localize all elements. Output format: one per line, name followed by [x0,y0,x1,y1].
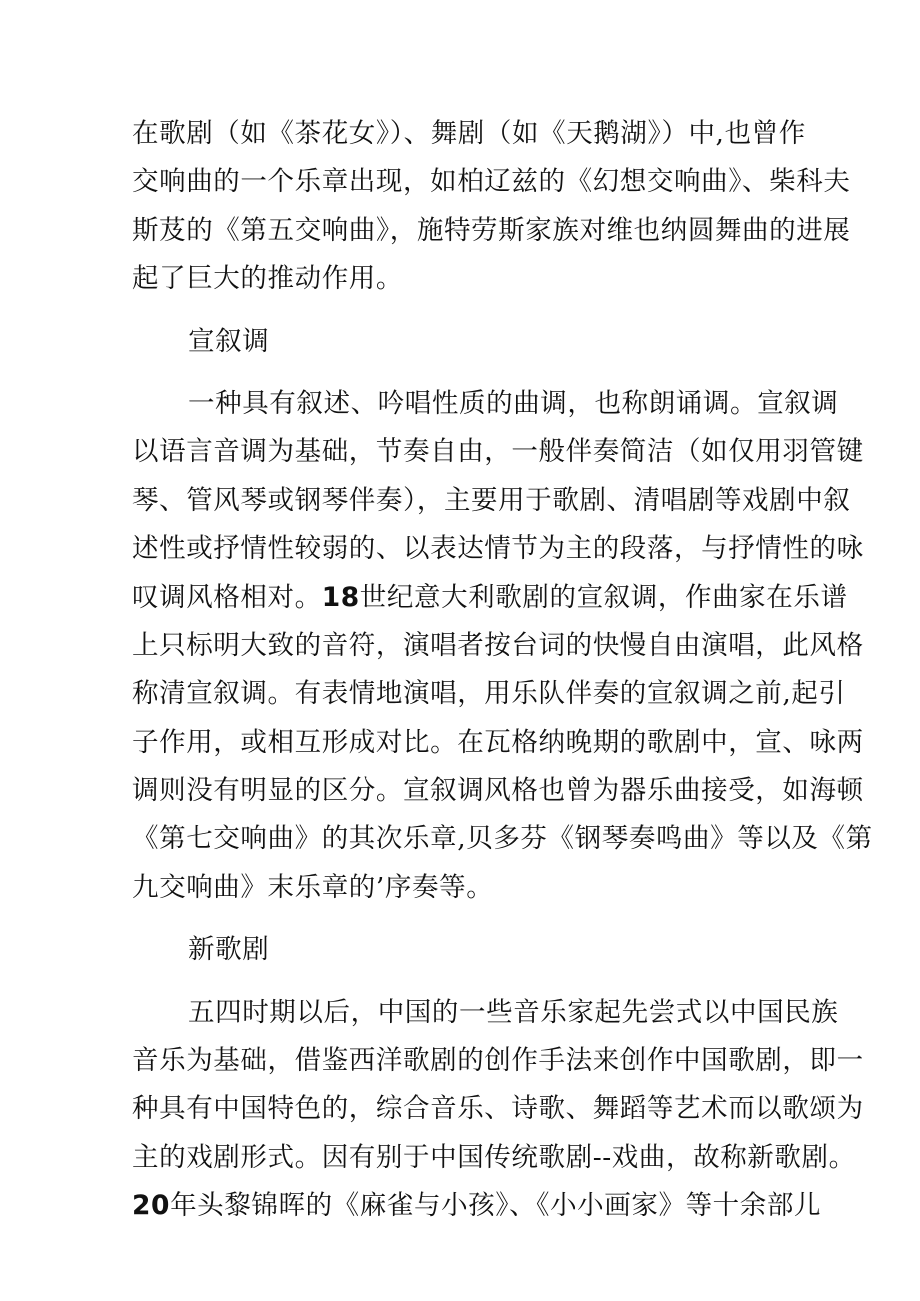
text-fragment: 叹调风格相对。 [132,581,322,613]
text-line: 《第七交响曲》的其次乐章,贝多芬《钢琴奏鸣曲》等以及《第 [132,823,873,855]
text-fragment: 世纪意大利歌剧的宣叙调，作曲家在乐谱 [359,581,848,613]
text-line: 五四时期以后，中国的一些音乐家起先尝式以中国民族 [188,996,839,1028]
text-line: 种具有中国特色的，综合音乐、诗歌、舞蹈等艺术而以歌颂为 [132,1093,864,1125]
section-heading: 宣叙调 [188,325,270,357]
text-line [132,1182,822,1230]
text-line: 子作用，或相互形成对比。在瓦格纳晚期的歌剧中，宣、咏两 [132,726,864,758]
section-new-opera [132,926,864,1230]
section-heading: 新歌剧 [188,934,270,966]
text-line: 起了巨大的推动作用。 [132,263,403,295]
paragraph-symphony-continuation [132,110,851,304]
text-line: 上只标明大致的音符，演唱者按台词的快慢自由演唱，此风格 [132,629,864,661]
document-body [132,110,873,1231]
decade-number: 20 [132,1190,171,1222]
text-line: 在歌剧（如《茶花女》）、舞剧（如《天鹅湖》）中,也曾作 [132,118,806,149]
text-line: 斯芨的《第五交响曲》，施特劳斯家族对维也纳圆舞曲的进展 [132,214,851,246]
text-fragment: 年头黎锦晖的《麻雀与小孩》、《小小画家》等十余部儿 [170,1190,822,1222]
century-number: 18 [321,581,360,613]
text-line: 述性或抒情性较弱的、以表达情节为主的段落，与抒情性的咏 [132,533,864,565]
section-recitative [132,318,873,913]
text-line: 音乐为基础，借鉴西洋歌剧的创作手法来创作中国歌剧，即一 [132,1045,864,1077]
text-line: 称清宣叙调。有表情地演唱，用乐队伴奏的宣叙调之前,起引 [132,678,846,710]
text-line: 调则没有明显的区分。宣叙调风格也曾为器乐曲接受，如海顿 [132,775,864,807]
text-line [132,574,848,622]
paragraph-recitative [132,380,873,912]
text-line: 一种具有叙述、吟唱性质的曲调，也称朗诵调。宣叙调 [188,387,839,419]
text-line: 交响曲的一个乐章出现，如柏辽兹的《幻想交响曲》、柴科夫 [132,166,851,198]
text-line: 琴、管风琴或钢琴伴奏），主要用于歌剧、清唱剧等戏剧中叙 [132,484,851,516]
text-line: 以语言音调为基础，节奏自由，一般伴奏简洁（如仅用羽管键 [132,436,864,468]
paragraph-new-opera [132,989,864,1231]
text-line: 主的戏剧形式。因有别于中国传统歌剧--戏曲，故称新歌剧。 [132,1141,856,1173]
text-line: 九交响曲》末乐章的’序奏等。 [132,871,494,903]
